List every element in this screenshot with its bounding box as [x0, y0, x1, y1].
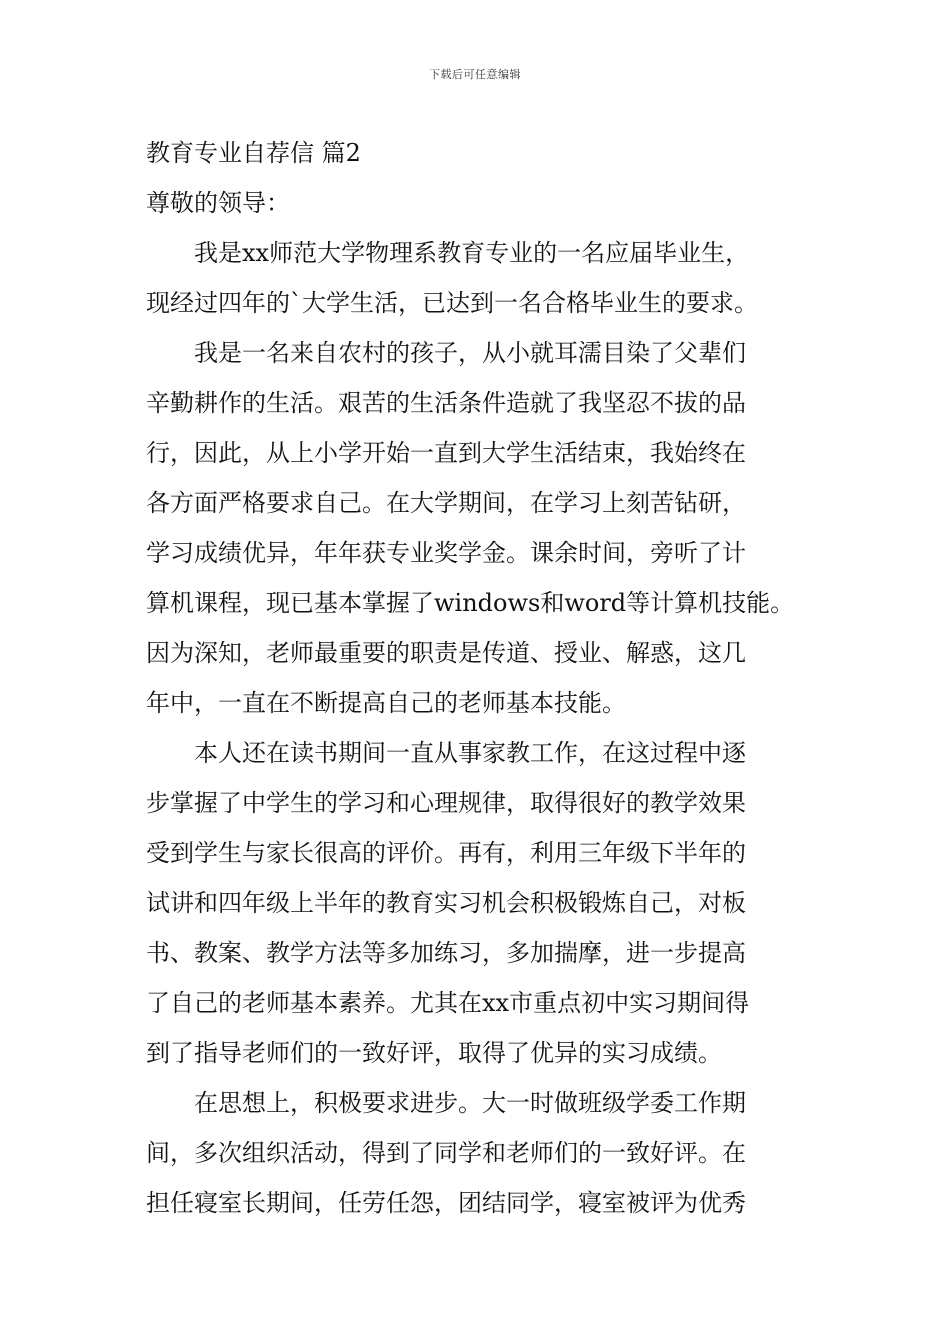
paragraph-2: 我是一名来自农村的孩子，从小就耳濡目染了父辈们 辛勤耕作的生活。艰苦的生活条件造就了我坚忍不拔的品 行，因此，从上小学开始一直到大学生活结束，我始终在 各方面严格要求自己。在大学期间，在学习上刻苦钻研， 学习成绩优异，年年获专业奖学金。课余时间，旁听了计 算机课程，现已基本掌握了windows和word等计算机技能。 因为深知，老师最重要的职责是传道、授业、解惑，这几 年中，一直在不断提高自己的老师基本技能。 [146, 339, 795, 717]
paragraph-3: 本人还在读书期间一直从事家教工作，在这过程中逐 步掌握了中学生的学习和心理规律，取得很好的教学效果 受到学生与家长很高的评价。再有，利用三年级下半年的 试讲和四年级上半年的教育实习机会积极锻炼自己，对板 书、教案、教学方法等多加练习，多加揣摩，进一步提高 了自己的老师基本素养。尤其在xx市重点初中实习期间得 到了指导老师们的一致好评，取得了优异的实习成绩。 [146, 739, 750, 1067]
paragraph-1: 我是xx师范大学物理系教育专业的一名应届毕业生， 现经过四年的`大学生活，已达到一名合格毕业生的要求。 [146, 239, 758, 317]
header-note: 下载后可任意编辑 [429, 68, 521, 81]
letter-title: 教育专业自荐信 篇2 [146, 139, 361, 167]
letter-body [146, 128, 836, 1228]
salutation: 尊敬的领导： [146, 189, 290, 217]
paragraph-4: 在思想上，积极要求进步。大一时做班级学委工作期 间，多次组织活动，得到了同学和老师们的一致好评。在 担任寝室长期间，任劳任怨，团结同学，寝室被评为优秀 [146, 1089, 746, 1217]
